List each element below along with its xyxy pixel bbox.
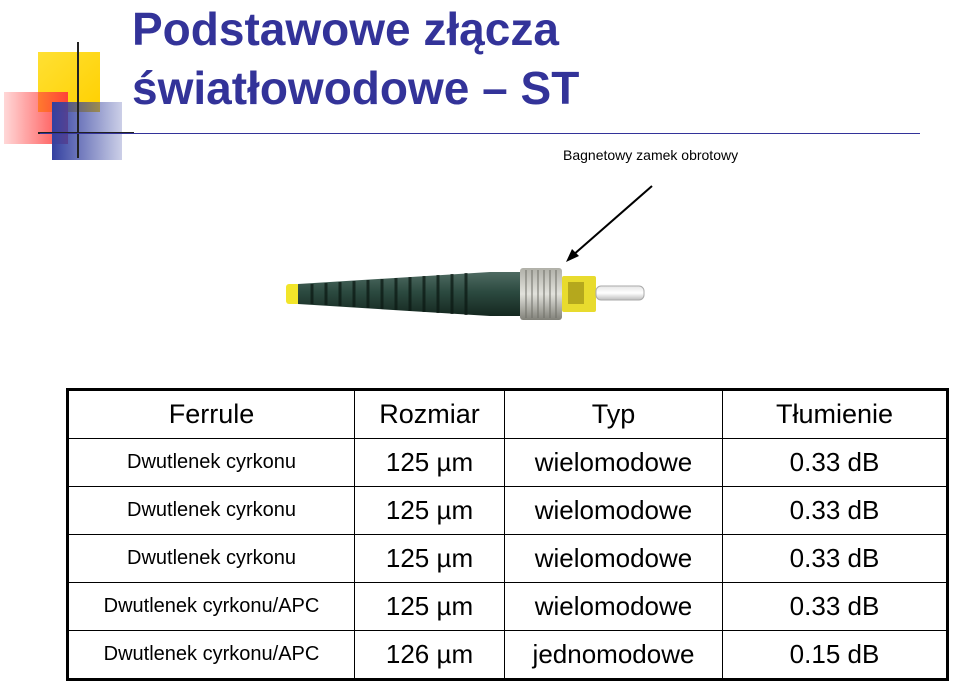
callout-label: Bagnetowy zamek obrotowy <box>563 147 739 163</box>
cell-attenuation: 0.15 dB <box>723 631 948 680</box>
table-row <box>68 439 948 487</box>
table-row <box>68 487 948 535</box>
table-row <box>68 535 948 583</box>
column-header-attenuation: Tłumienie <box>723 390 948 439</box>
cell-size: 126 µm <box>355 631 505 680</box>
cell-type: wielomodowe <box>505 439 723 487</box>
cell-ferrule: Dwutlenek cyrkonu <box>68 535 355 583</box>
cell-ferrule: Dwutlenek cyrkonu/APC <box>68 583 355 631</box>
title-divider <box>40 133 920 134</box>
cell-attenuation: 0.33 dB <box>723 535 948 583</box>
column-header-size: Rozmiar <box>355 390 505 439</box>
cell-type: jednomodowe <box>505 631 723 680</box>
cell-attenuation: 0.33 dB <box>723 439 948 487</box>
cell-ferrule: Dwutlenek cyrkonu/APC <box>68 631 355 680</box>
column-header-type: Typ <box>505 390 723 439</box>
cell-ferrule: Dwutlenek cyrkonu <box>68 439 355 487</box>
cell-size: 125 µm <box>355 583 505 631</box>
cell-size: 125 µm <box>355 439 505 487</box>
slide-title <box>132 0 579 118</box>
table-header-row <box>68 390 948 439</box>
table-row <box>68 631 948 680</box>
table-row <box>68 583 948 631</box>
cell-type: wielomodowe <box>505 487 723 535</box>
cell-attenuation: 0.33 dB <box>723 583 948 631</box>
cell-type: wielomodowe <box>505 583 723 631</box>
cell-size: 125 µm <box>355 535 505 583</box>
column-header-ferrule: Ferrule <box>68 390 355 439</box>
title-line-1: Podstawowe złącza <box>132 3 559 55</box>
cell-type: wielomodowe <box>505 535 723 583</box>
cell-size: 125 µm <box>355 487 505 535</box>
st-connector-image <box>250 180 670 330</box>
arrow <box>572 186 652 256</box>
cell-ferrule: Dwutlenek cyrkonu <box>68 487 355 535</box>
decorative-squares <box>0 40 140 170</box>
cell-attenuation: 0.33 dB <box>723 487 948 535</box>
title-line-2: światłowodowe – ST <box>132 62 580 114</box>
connector-spec-table <box>66 388 949 681</box>
